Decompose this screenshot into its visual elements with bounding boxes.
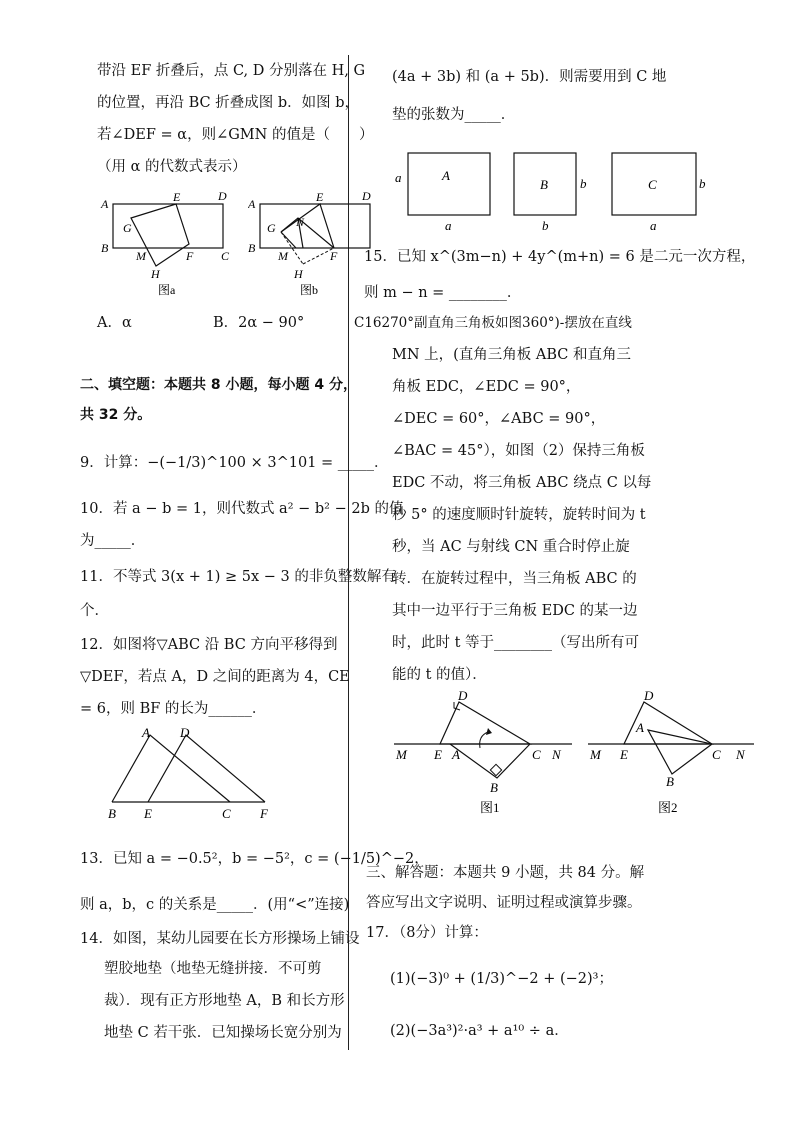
svg-text:D: D [644,688,654,703]
fig-a-caption: 图a [158,283,176,296]
q8-line-3: 若∠DEF = α，则∠GMN 的值是（ ） [97,127,374,143]
q16-line8: 转．在旋转过程中，当三角板 ABC 的 [392,571,637,587]
svg-text:E: E [620,747,628,762]
q8-line-1: 带沿 EF 折叠后，点 C, D 分别落在 H, G [97,63,366,79]
svg-text:B: B [540,177,548,192]
svg-text:D: D [218,189,227,203]
svg-text:F: F [330,249,338,263]
svg-text:H: H [294,267,303,281]
section2-title-line2: 共 32 分。 [80,407,152,423]
q8-line-4: （用 α 的代数式表示） [97,159,247,175]
q17-title: 17．（8分）计算： [366,925,488,941]
svg-text:b: b [542,218,549,233]
svg-text:A: A [442,168,450,183]
section3-line2: 答应写出文字说明、证明过程或演算步骤。 [366,895,642,911]
svg-text:B: B [101,241,109,255]
svg-text:G: G [267,221,276,235]
svg-text:B: B [490,780,498,795]
svg-text:B: B [248,241,256,255]
svg-text:F: F [186,249,194,263]
q13-line2: 则 a，b，c 的关系是_____．(用“<”连接) [80,897,350,913]
svg-text:E: E [316,190,324,204]
figure-a [96,186,241,296]
svg-text:D: D [180,725,190,740]
svg-text:b: b [699,176,706,191]
svg-text:D: D [362,189,371,203]
q10-line2: 为_____． [80,533,146,549]
svg-text:G: G [123,221,132,235]
q14-cont-line1: (4a + 3b) 和 (a + 5b)．则需要用到 C 地 [392,69,667,85]
q11-line2: 个． [80,603,109,619]
q16-line7: 秒，当 AC 与射线 CN 重合时停止旋 [392,539,630,555]
figure-b [248,186,376,296]
triangle-figure-2 [584,686,764,816]
svg-text:H: H [151,267,160,281]
q10-line1: 10．若 a − b = 1，则代数式 a² − b² − 2b 的值 [80,501,404,517]
q13-line1: 13．已知 a = −0.5²，b = −5²，c = (−1/5)^−2， [80,851,429,867]
q16-line6: 秒 5° 的速度顺时针旋转，旋转时间为 t [392,507,646,523]
translation-figure [100,722,285,824]
q12-line3: = 6，则 BF 的长为______． [80,701,267,717]
svg-text:M: M [278,249,288,263]
q12-line1: 12．如图将▽ABC 沿 BC 方向平移得到 [80,637,338,653]
q11-line1: 11．不等式 3(x + 1) ≥ 5x − 3 的非负整数解有 [80,569,396,585]
svg-text:a: a [445,218,452,233]
q16-line1: MN 上，(直角三角板 ABC 和直角三 [392,347,632,363]
q16-line10: 时，此时 t 等于________（写出所有可 [392,635,640,651]
fig1-caption: 图1 [480,800,500,815]
svg-text:C: C [712,747,721,762]
q9: 9．计算：−(−1/3)^100 × 3^101 = _____． [80,455,389,471]
svg-text:A: A [452,747,460,762]
svg-text:b: b [580,176,587,191]
svg-text:D: D [458,688,468,703]
fig2-caption: 图2 [658,800,678,815]
svg-text:F: F [260,806,268,821]
q15-line2: 则 m − n = ________． [364,285,522,301]
svg-text:M: M [396,747,407,762]
q16-line2: 角板 EDC，∠EDC = 90°， [392,379,581,395]
q14-cont-line2: 垫的张数为_____． [392,107,516,123]
q14-line4: 地垫 C 若干张．已知操场长宽分别为 [104,1025,342,1041]
q16-line5: EDC 不动，将三角板 ABC 绕点 C 以每 [392,475,652,491]
q12-line2: ▽DEF，若点 A，D 之间的距离为 4，CE [80,669,350,685]
q15-line1: 15．已知 x^(3m−n) + 4y^(m+n) = 6 是二元一次方程， [364,249,756,265]
svg-text:A: A [248,197,256,211]
q8-line-2: 的位置，再沿 BC 折叠成图 b．如图 b， [97,95,360,111]
q16-overlap-text: C16270°副直角三角板如图360°)-摆放在直线 [354,315,632,331]
svg-text:B: B [666,774,674,789]
svg-text:M: M [136,249,146,263]
q16-line11: 能的 t 的值）． [392,667,487,683]
svg-text:E: E [173,190,181,204]
svg-text:C: C [648,177,657,192]
svg-text:C: C [221,249,230,263]
svg-text:B: B [108,806,116,821]
svg-text:C: C [222,806,231,821]
section3-line1: 三、解答题：本题共 9 小题，共 84 分。解 [366,865,645,881]
q17-part1: (1)(−3)⁰ + (1/3)^−2 + (−2)³； [390,971,613,987]
q8-option-a: A．α [97,315,132,331]
svg-text:E: E [434,747,442,762]
q17-part2: (2)(−3a³)²·a³ + a¹⁰ ÷ a． [390,1023,569,1039]
q14-line3: 裁）．现有正方形地垫 A，B 和长方形 [104,993,345,1009]
svg-text:N: N [736,747,745,762]
mats-figure [390,140,760,240]
q16-line3: ∠DEC = 60°，∠ABC = 90°， [392,411,606,427]
q14-line1: 14．如图，某幼儿园要在长方形操场上铺设 [80,931,360,947]
svg-text:A: A [142,725,150,740]
q14-line2: 塑胶地垫（地垫无缝拼接．不可剪 [104,961,322,977]
svg-text:N: N [552,747,561,762]
svg-text:A: A [101,197,109,211]
svg-text:N: N [296,215,305,229]
q8-option-b: B．2α − 90° [213,315,305,331]
fig-b-caption: 图b [300,283,319,296]
svg-text:a: a [650,218,657,233]
triangle-figure-1 [392,686,582,816]
section2-title-line1: 二、填空题：本题共 8 小题，每小题 4 分， [80,377,357,393]
q16-line4: ∠BAC = 45°），如图（2）保持三角板 [392,443,645,459]
svg-text:a: a [395,170,402,185]
svg-text:C: C [532,747,541,762]
svg-text:M: M [590,747,601,762]
svg-text:E: E [144,806,152,821]
svg-text:A: A [636,720,644,735]
q16-line9: 其中一边平行于三角板 EDC 的某一边 [392,603,638,619]
